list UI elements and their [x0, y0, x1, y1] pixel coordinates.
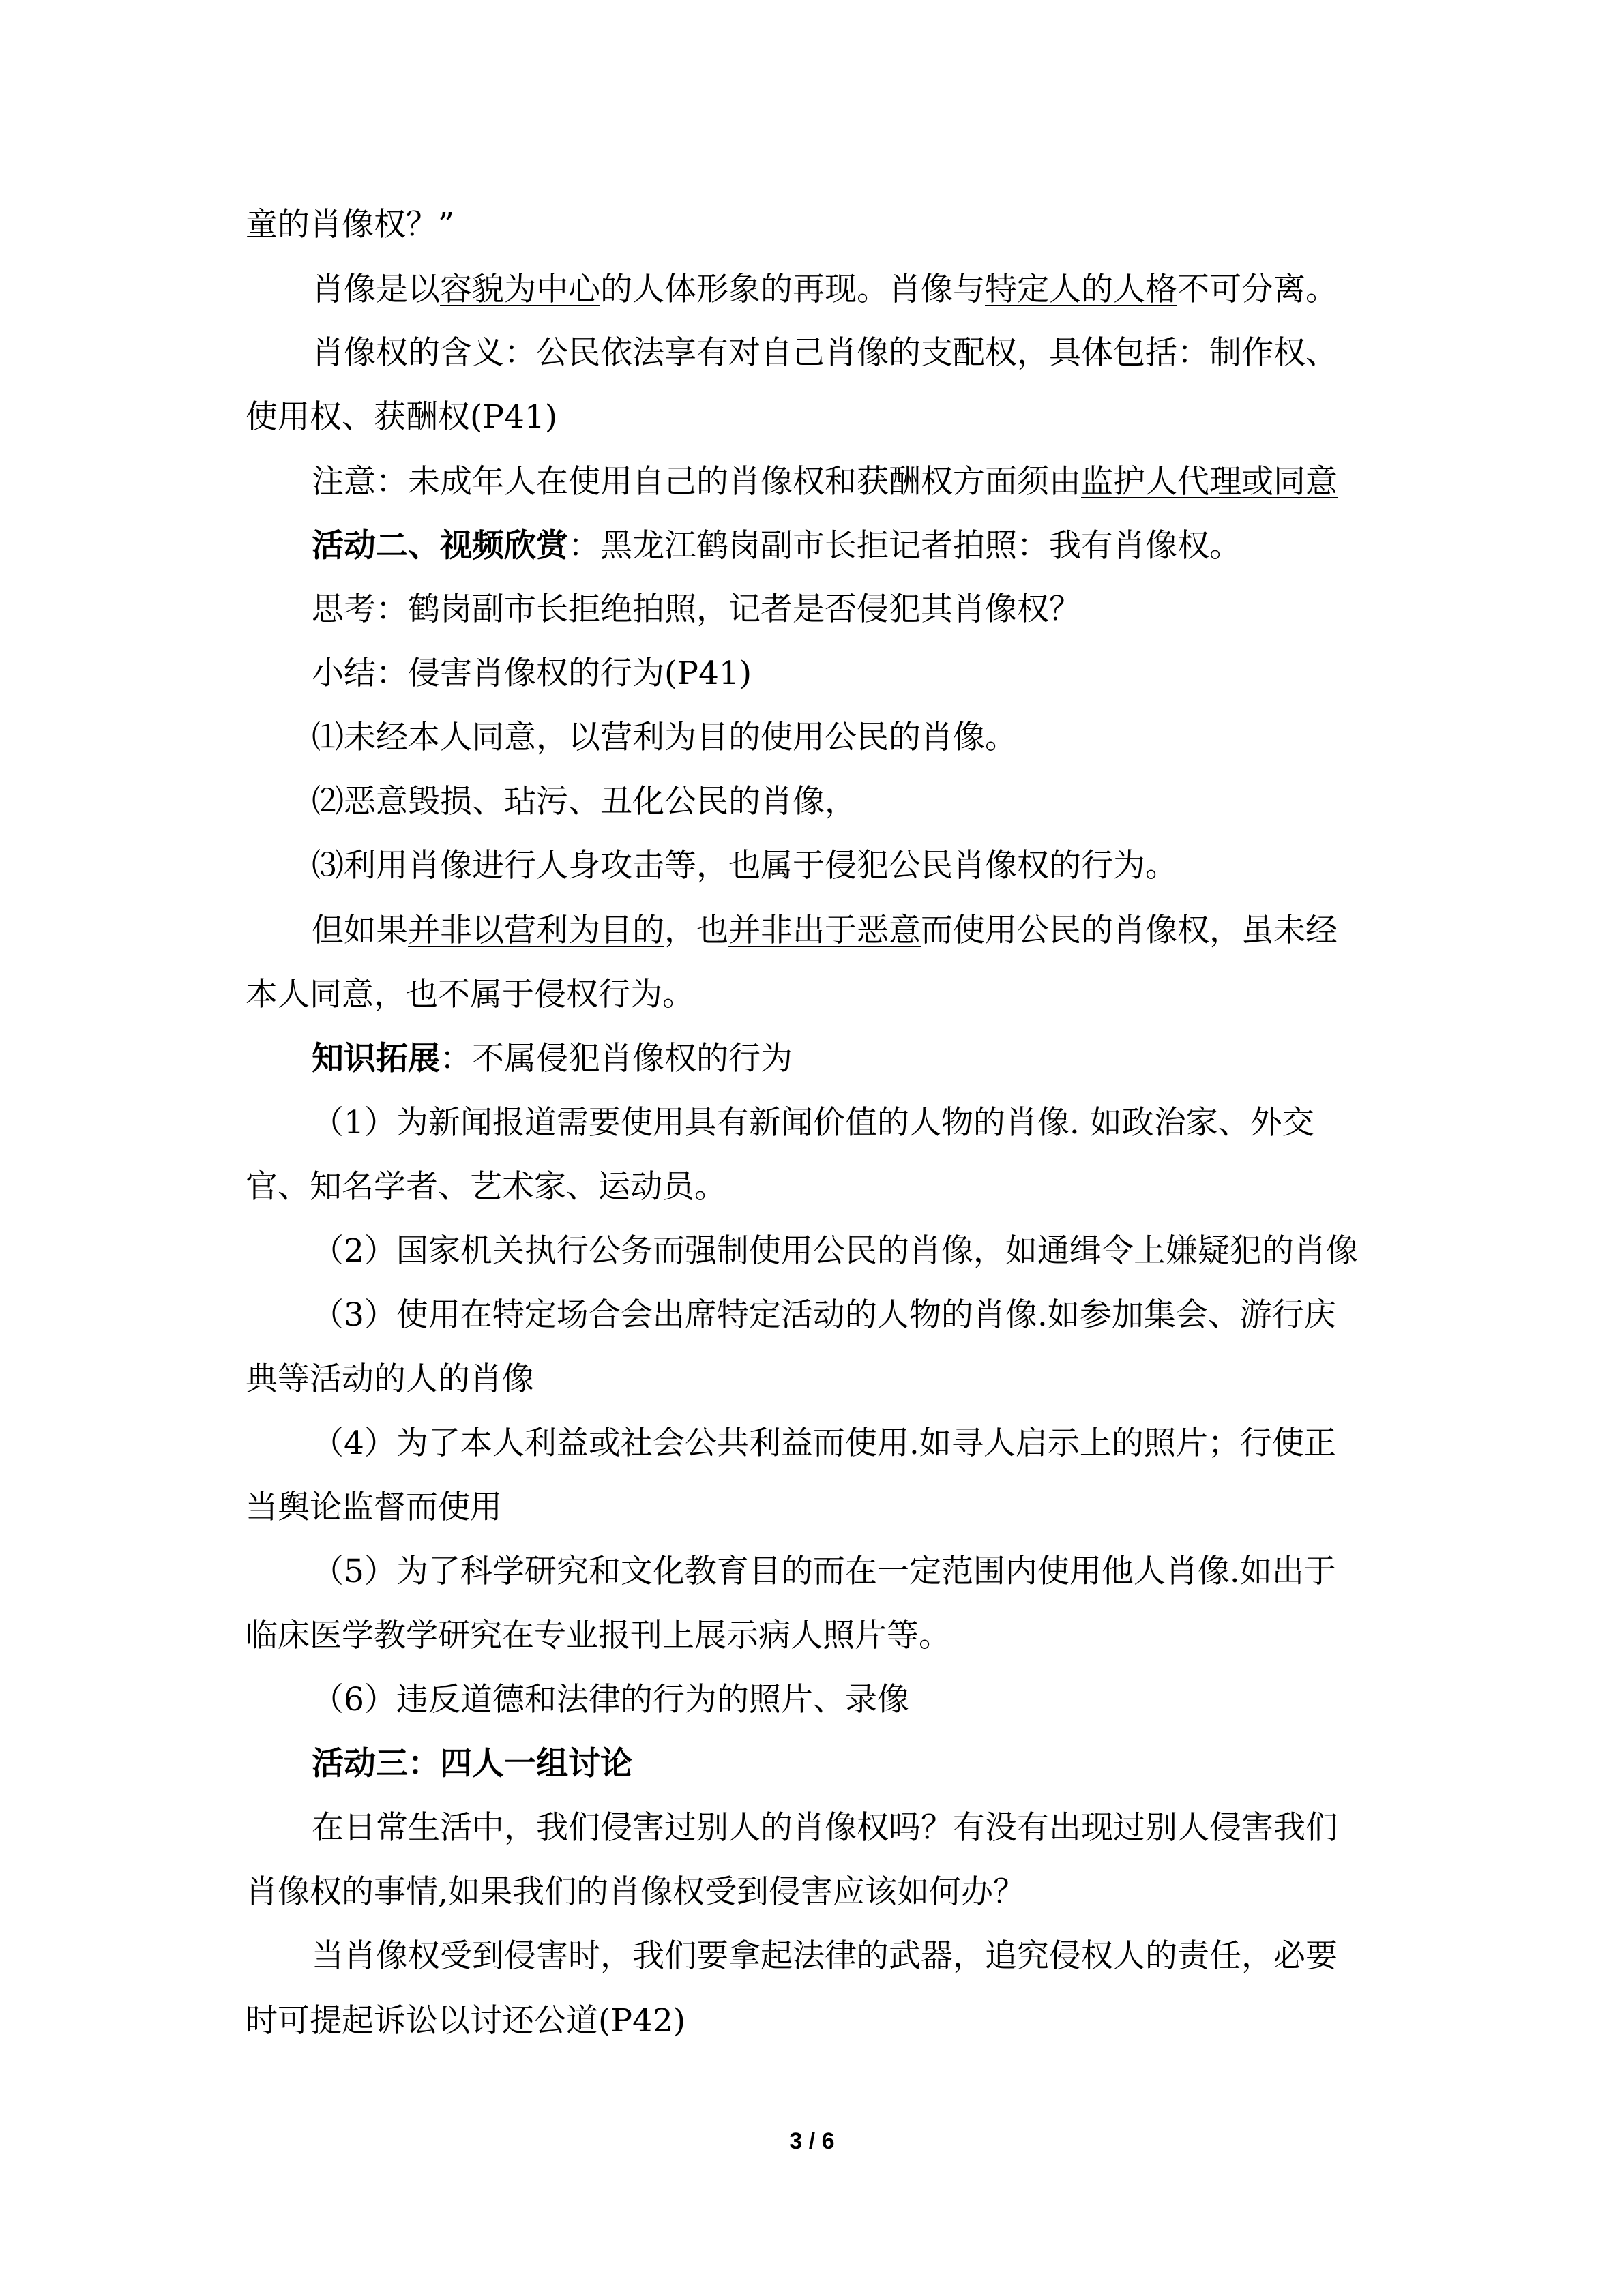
text-segment: 官、知名学者、艺术家、运动员。: [246, 1168, 726, 1206]
bold-text: 活动二、视频欣赏: [312, 527, 568, 565]
text-line: [246, 1872, 1025, 1913]
text-segment: （2）国家机关执行公务而强制使用公民的肖像，如通缉令上嫌疑犯的肖像: [312, 1232, 1358, 1270]
text-line: [312, 1039, 793, 1079]
text-line: [312, 1808, 1338, 1849]
text-line: [312, 781, 857, 822]
text-line: [312, 653, 752, 694]
text-segment: 童的肖像权？”: [246, 206, 455, 243]
text-segment: 注意：未成年人在使用自己的肖像权和获酬权方面须由: [312, 463, 1081, 501]
text-line: [246, 1487, 502, 1528]
text-line: [312, 1295, 1336, 1336]
text-segment: 不可分离。: [1177, 271, 1338, 308]
text-segment: 典等活动的人的肖像: [246, 1360, 534, 1398]
text-segment: （4）为了本人利益或社会公共利益而使用.如寻人启示上的照片；行使正: [312, 1425, 1336, 1462]
text-segment: 本人同意，也不属于侵权行为。: [246, 976, 694, 1013]
underlined-text: 并非以营利为目的: [408, 912, 664, 949]
text-segment: ⑴未经本人同意，以营利为目的使用公民的肖像。: [312, 719, 1017, 756]
bold-text: 活动三：四人一组讨论: [312, 1745, 632, 1783]
text-line: [312, 910, 1338, 951]
text-segment: 的人体形象的再现。肖像与: [600, 271, 985, 308]
text-segment: 肖像是以: [312, 271, 440, 308]
text-segment: （5）为了科学研究和文化教育目的而在一定范围内使用他人肖像.如出于: [312, 1553, 1336, 1590]
text-segment: ⑵恶意毁损、玷污、丑化公民的肖像，: [312, 783, 857, 820]
underlined-text: 特定人的人格: [985, 271, 1177, 308]
page-number: 3 / 6: [789, 2128, 835, 2154]
text-line: [312, 1936, 1338, 1977]
text-line: [246, 205, 454, 245]
text-line: [312, 846, 1177, 886]
text-line: [312, 333, 1338, 374]
text-segment: 但如果: [312, 912, 408, 949]
text-segment: 在日常生活中，我们侵害过别人的肖像权吗？有没有出现过别人侵害我们: [312, 1809, 1338, 1847]
text-segment: ，也: [664, 912, 728, 949]
text-line: [312, 269, 1338, 310]
text-line: [312, 1231, 1358, 1272]
text-segment: 而使用公民的肖像权，虽未经: [921, 912, 1338, 949]
underlined-text: 并非出于恶意: [728, 912, 921, 949]
text-line: [312, 1103, 1314, 1144]
text-line: [312, 462, 1338, 503]
text-segment: （3）使用在特定场合会出席特定活动的人物的肖像.如参加集会、游行庆: [312, 1296, 1336, 1334]
text-line: [312, 526, 1241, 567]
underlined-text: 监护人代理或同意: [1081, 463, 1338, 501]
text-line: [312, 1680, 909, 1720]
text-line: [246, 1615, 951, 1656]
text-line: [312, 1423, 1336, 1464]
text-segment: 肖像权的含义：公民依法享有对自己肖像的支配权，具体包括：制作权、: [312, 334, 1338, 372]
text-line: [246, 974, 694, 1015]
text-segment: 使用权、获酬权(P41): [246, 398, 558, 436]
text-line: [312, 589, 1081, 630]
text-line: [246, 397, 557, 438]
text-line: [246, 1167, 726, 1208]
text-line: [246, 1359, 534, 1400]
text-segment: 思考：鹤岗副市长拒绝拍照，记者是否侵犯其肖像权？: [312, 591, 1081, 628]
text-segment: ⑶利用肖像进行人身攻击等，也属于侵犯公民肖像权的行为。: [312, 847, 1177, 884]
text-line: [312, 1551, 1336, 1592]
text-segment: 肖像权的事情,如果我们的肖像权受到侵害应该如何办？: [246, 1873, 1025, 1911]
text-line: [312, 1744, 632, 1785]
text-segment: 临床医学教学研究在专业报刊上展示病人照片等。: [246, 1617, 951, 1654]
text-segment: ：黑龙江鹤岗副市长拒记者拍照：我有肖像权。: [568, 527, 1241, 565]
text-line: [312, 717, 1017, 758]
text-line: [246, 2001, 685, 2042]
underlined-text: 容貌为中心: [440, 271, 600, 308]
text-segment: （1）为新闻报道需要使用具有新闻价值的人物的肖像. 如政治家、外交: [312, 1104, 1314, 1142]
text-segment: 小结：侵害肖像权的行为(P41): [312, 655, 752, 692]
text-segment: ：不属侵犯肖像权的行为: [440, 1040, 793, 1077]
text-segment: 当舆论监督而使用: [246, 1489, 502, 1526]
text-segment: 时可提起诉讼以讨还公道(P42): [246, 2002, 686, 2040]
bold-text: 知识拓展: [312, 1040, 440, 1077]
text-segment: 当肖像权受到侵害时，我们要拿起法律的武器，追究侵权人的责任，必要: [312, 1937, 1338, 1975]
text-segment: （6）违反道德和法律的行为的照片、录像: [312, 1681, 909, 1718]
